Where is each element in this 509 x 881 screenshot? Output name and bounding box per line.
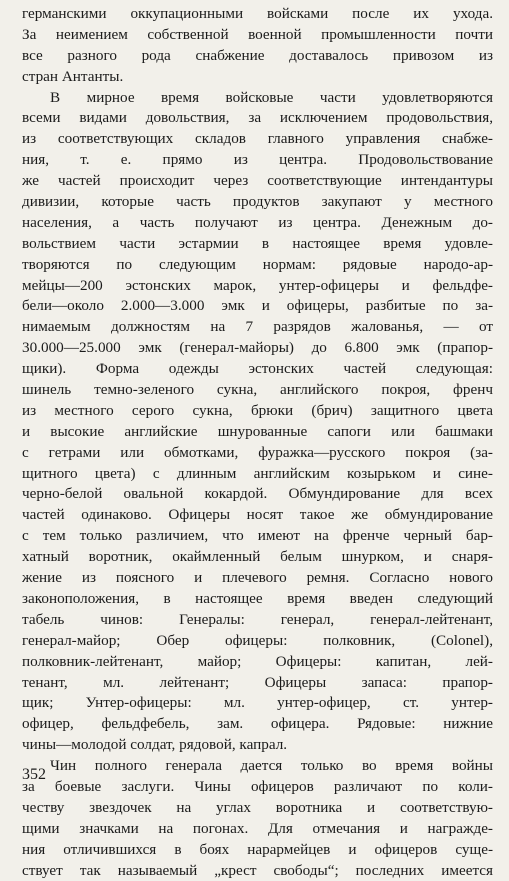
text-line: же частей происходит через соответствующие интендантуры (22, 172, 493, 190)
text-line: из местного серого сукна, брюки (брич) защитного цвета (22, 401, 493, 419)
text-line: полковник-лейтенант, майор; Офицеры: капитан, лей- (22, 652, 493, 670)
text-line: с тем только различием, что имеют на френче черный бар- (22, 527, 493, 545)
text-line: Чин полного генерала дается только во время войны (50, 757, 493, 775)
text-line: творяются по следующим нормам: рядовые народо-ар- (22, 255, 493, 273)
text-line: щики). Форма одежды эстонских частей следующая: (22, 360, 493, 378)
text-line: хатный воротник, окаймленный белым шнурком, и снаря- (22, 548, 493, 566)
text-line: и высокие английские шнурованные сапоги или башмаки (22, 422, 493, 440)
text-line: дивизии, которые часть продуктов закупают у местного (22, 193, 493, 211)
text-line: черно-белой овальной кокардой. Обмундирование для всех (22, 485, 493, 503)
page-number: 352 (22, 766, 46, 783)
text-line: офицер, фельдфебель, зам. офицера. Рядовые: нижние (22, 715, 493, 733)
text-line: За неимением собственной военной промышленности почти (22, 25, 493, 43)
body-text (22, 4, 493, 881)
text-line: бели—около 2.000—3.000 эмк и офицеры, разбитые по за- (22, 297, 493, 315)
text-line: В мирное время войсковые части удовлетворяются (50, 88, 493, 106)
text-line: населения, а часть получают из центра. Денежным до- (22, 213, 493, 231)
text-line: стран Антанты. (22, 67, 124, 85)
text-line: щими значками на погонах. Для отмечания и награжде- (22, 819, 493, 837)
text-line: ствует так называемый „крест свободы“; последних имеется (22, 861, 493, 879)
text-line: честву звездочек на углах воротника и соответствую- (22, 798, 493, 816)
text-line: за боевые заслуги. Чины офицеров различают по коли- (22, 777, 493, 795)
text-line: ния, т. е. прямо из центра. Продовольствование (22, 151, 493, 169)
text-line: шинель темно-зеленого сукна, английского покроя, френч (22, 381, 493, 399)
text-line: всеми видами довольствия, за исключением продовольствия, (22, 109, 493, 127)
text-line: чины—молодой солдат, рядовой, капрал. (22, 736, 288, 754)
text-line: тенант, мл. лейтенант; Офицеры запаса: прапор- (22, 673, 493, 691)
text-line: с гетрами или обмотками, фуражка—русского покроя (за- (22, 443, 493, 461)
text-line: германскими оккупационными войсками после их ухода. (22, 5, 493, 22)
text-line: нимаемым должностям на 7 разрядов жалованья, — от (22, 318, 493, 336)
text-line: частей одинаково. Офицеры носят такое же обмундирование (22, 506, 493, 524)
text-line: все разного рода снабжение доставалось привозом из (22, 46, 493, 64)
text-line: щик; Унтер-офицеры: мл. унтер-офицер, ст. унтер- (22, 694, 493, 712)
text-line: щитного цвета) с длинным английским козырьком и сине- (22, 464, 493, 482)
text-line: законоположения, в настоящее время введен следующий (22, 589, 493, 607)
text-line: мейцы—200 эстонских марок, унтер-офицеры и фельдфе- (22, 276, 493, 294)
text-line: генерал-майор; Обер офицеры: полковник, (Colonel), (22, 631, 493, 649)
text-line: вольствием части эстармии в настоящее время удовле- (22, 234, 493, 252)
text-line: табель чинов: Генералы: генерал, генерал-лейтенант, (22, 610, 493, 628)
text-line: жение из поясного и плечевого ремня. Согласно нового (22, 569, 493, 587)
text-line: 30.000—25.000 эмк (генерал-майоры) до 6.800 эмк (прапор- (22, 339, 493, 357)
text-line: из соответствующих складов главного управления снабже- (22, 130, 493, 148)
text-line: ния отличившихся в боях нарармейцев и офицеров суще- (22, 840, 493, 858)
